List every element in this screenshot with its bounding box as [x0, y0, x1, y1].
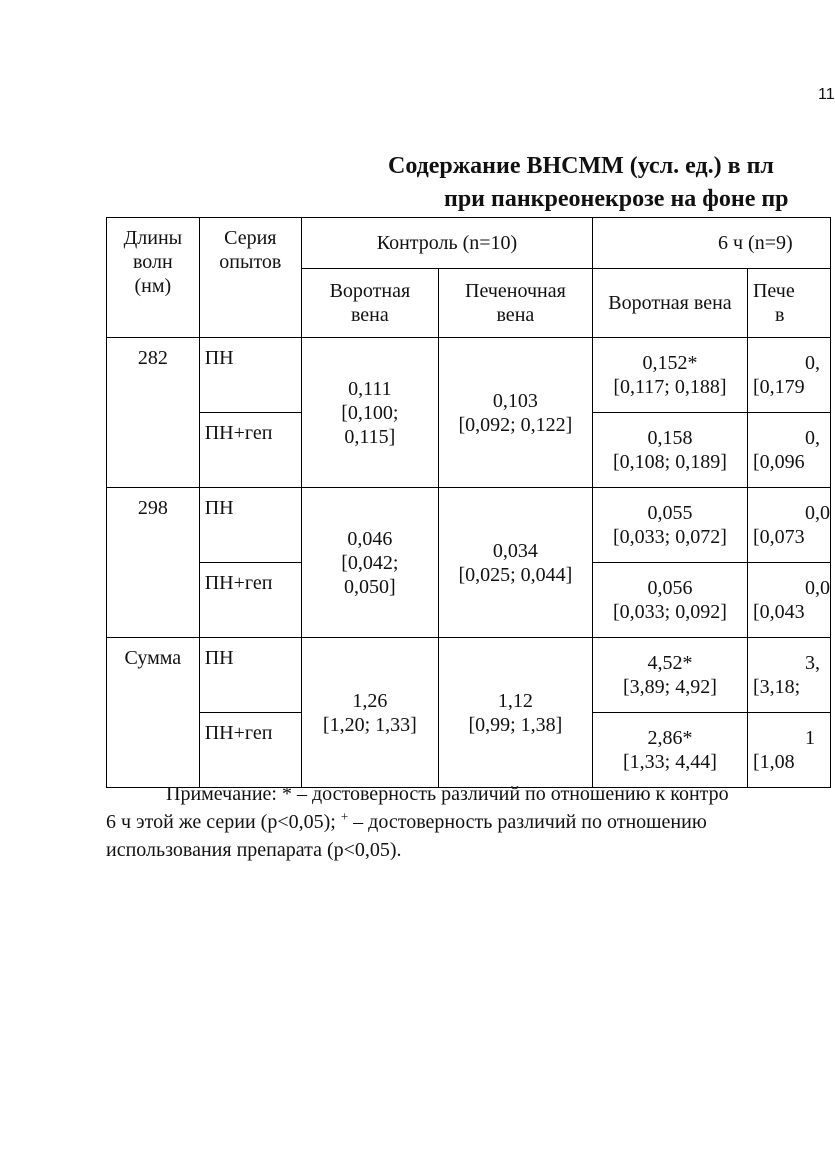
header-6h-group: 6 ч (n=9): [592, 218, 830, 269]
portal-6h-value: 2,86* [1,33; 4,44]: [592, 713, 747, 788]
data-table: [106, 217, 831, 788]
series-label: ПН+геп: [199, 413, 301, 488]
control-portal-value: 0,111 [0,100; 0,115]: [301, 338, 438, 488]
hepatic-6h-value: 3, [3,18;: [747, 638, 830, 713]
control-portal-value: 0,046 [0,042; 0,050]: [301, 488, 438, 638]
hepatic-6h-value: 1 [1,08: [747, 713, 830, 788]
control-hepatic-value: 0,103 [0,092; 0,122]: [438, 338, 592, 488]
table-title-line-1: Содержание ВНСММ (усл. ед.) в пл: [388, 153, 774, 179]
series-label: ПН: [199, 488, 301, 563]
wavelength-282: 282: [107, 338, 200, 488]
control-hepatic-value: 1,12 [0,99; 1,38]: [438, 638, 592, 788]
portal-6h-value: 0,055 [0,033; 0,072]: [592, 488, 747, 563]
control-portal-value: 1,26 [1,20; 1,33]: [301, 638, 438, 788]
portal-6h-value: 0,152* [0,117; 0,188]: [592, 338, 747, 413]
table-title-line-2: при панкреонекрозе на фоне пр: [444, 186, 789, 212]
data-table-container: [106, 217, 831, 788]
series-label: ПН: [199, 638, 301, 713]
header-control-group: Контроль (n=10): [301, 218, 592, 269]
header-hepatic-vein-control: Печеночная вена: [438, 269, 592, 338]
header-portal-vein-6h: Воротная вена: [592, 269, 747, 338]
portal-6h-value: 4,52* [3,89; 4,92]: [592, 638, 747, 713]
wavelength-sum: Сумма: [107, 638, 200, 788]
series-label: ПН+геп: [199, 563, 301, 638]
series-label: ПН: [199, 338, 301, 413]
portal-6h-value: 0,158 [0,108; 0,189]: [592, 413, 747, 488]
series-label: ПН+геп: [199, 713, 301, 788]
header-series: Серия опытов: [199, 218, 301, 338]
control-hepatic-value: 0,034 [0,025; 0,044]: [438, 488, 592, 638]
header-portal-vein-control: Воротная вена: [301, 269, 438, 338]
note-line-3: использования препарата (p<0,05).: [106, 839, 402, 861]
note-line-2: 6 ч этой же серии (p<0,05); + – достоверность различий по отношению: [106, 808, 707, 833]
hepatic-6h-value: 0,0 [0,043: [747, 563, 830, 638]
header-wavelength: Длины волн (нм): [107, 218, 200, 338]
note-line-1: Примечание: * – достоверность различий по отношению к контро: [166, 783, 729, 805]
hepatic-6h-value: 0,0 [0,073: [747, 488, 830, 563]
header-hepatic-vein-6h: Пече в: [747, 269, 830, 338]
hepatic-6h-value: 0, [0,179: [747, 338, 830, 413]
wavelength-298: 298: [107, 488, 200, 638]
hepatic-6h-value: 0, [0,096: [747, 413, 830, 488]
page-number: 11: [818, 86, 835, 103]
table-note: [106, 780, 729, 864]
portal-6h-value: 0,056 [0,033; 0,092]: [592, 563, 747, 638]
